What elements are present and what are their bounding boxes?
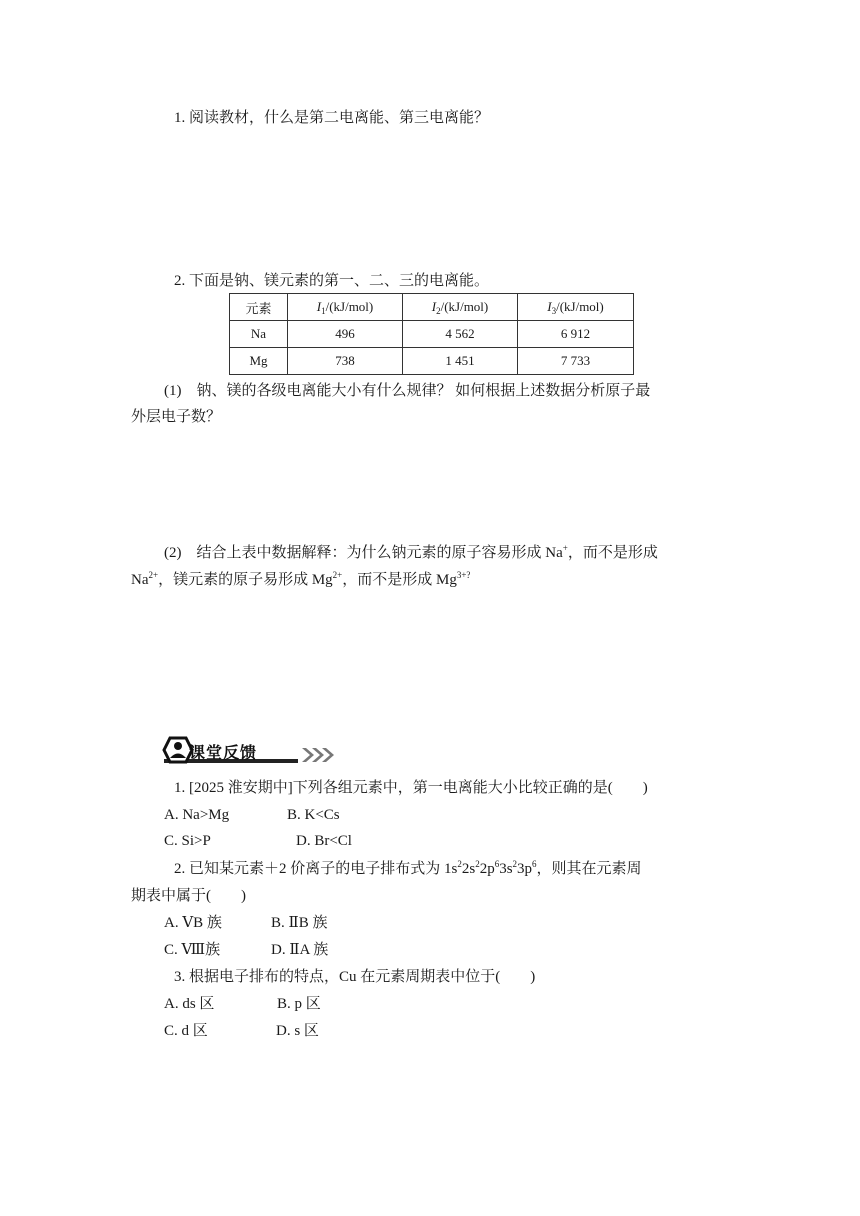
cell-i1: 738 xyxy=(288,348,403,375)
feedback-q2-stem: 2. 已知某元素＋2 价离子的电子排布式为 $1s^22s^22p^63s^23p^6$，则其在元素周 xyxy=(174,859,642,877)
ionization-energy-table xyxy=(229,293,634,375)
header-i1: $I_1/(kJ/mol)$ xyxy=(288,294,403,321)
cell-i2: 1 451 xyxy=(403,348,518,375)
cell-element: Na xyxy=(230,321,288,348)
feedback-q3-option-d: D. s 区 xyxy=(276,1023,319,1039)
feedback-q2-option-c: C. Ⅷ族 xyxy=(164,942,221,958)
feedback-q1-option-d: D. Br<Cl xyxy=(296,833,352,849)
subquestion-2-line1: (2) 结合上表中数据解释：为什么钠元素的原子容易形成 Na+，而不是形成 xyxy=(164,543,658,561)
question-1: 1. 阅读教材，什么是第二电离能、第三电离能？ xyxy=(174,110,490,126)
feedback-q2-option-d: D. ⅡA 族 xyxy=(271,942,329,958)
subquestion-2-line2: $Na^{2+}$，镁元素的原子易形成 $Mg^{2+}$，而不是形成 $Mg^{3+?}$ xyxy=(131,570,471,588)
feedback-q2-line2: 期表中属于( ) xyxy=(131,888,246,904)
feedback-banner xyxy=(160,734,340,766)
feedback-q3-option-c: C. d 区 xyxy=(164,1023,208,1039)
feedback-q1-stem: 1. [2025 淮安期中]下列各组元素中，第一电离能大小比较正确的是( ) xyxy=(174,780,648,796)
cell-i1: 496 xyxy=(288,321,403,348)
subquestion-1-line1: (1) 钠、镁的各级电离能大小有什么规律？ 如何根据上述数据分析原子最 xyxy=(164,383,651,399)
table-row xyxy=(230,321,634,348)
feedback-q3-option-b: B. p 区 xyxy=(277,996,321,1012)
cell-i3: 7 733 xyxy=(518,348,634,375)
question-2: 2. 下面是钠、镁元素的第一、二、三的电离能。 xyxy=(174,273,490,289)
feedback-q1-option-c: C. Si>P xyxy=(164,833,211,849)
table-row xyxy=(230,348,634,375)
header-element: 元素 xyxy=(230,294,288,321)
feedback-q3-option-a: A. ds 区 xyxy=(164,996,215,1012)
cell-i2: 4 562 xyxy=(403,321,518,348)
feedback-q1-option-a: A. Na>Mg xyxy=(164,807,230,823)
banner-title: 课堂反馈 xyxy=(189,743,258,762)
feedback-q2-option-a: A. ⅤB 族 xyxy=(164,915,222,931)
cell-i3: 6 912 xyxy=(518,321,634,348)
header-i3: $I_3/(kJ/mol)$ xyxy=(518,294,634,321)
header-i2: $I_2/(kJ/mol)$ xyxy=(403,294,518,321)
feedback-q2-option-b: B. ⅡB 族 xyxy=(271,915,328,931)
feedback-q3-stem: 3. 根据电子排布的特点，Cu 在元素周期表中位于( ) xyxy=(174,969,536,985)
feedback-q1-option-b: B. K<Cs xyxy=(287,807,340,823)
subquestion-1-line2: 外层电子数？ xyxy=(131,409,222,425)
cell-element: Mg xyxy=(230,348,288,375)
table-header-row xyxy=(230,294,634,321)
